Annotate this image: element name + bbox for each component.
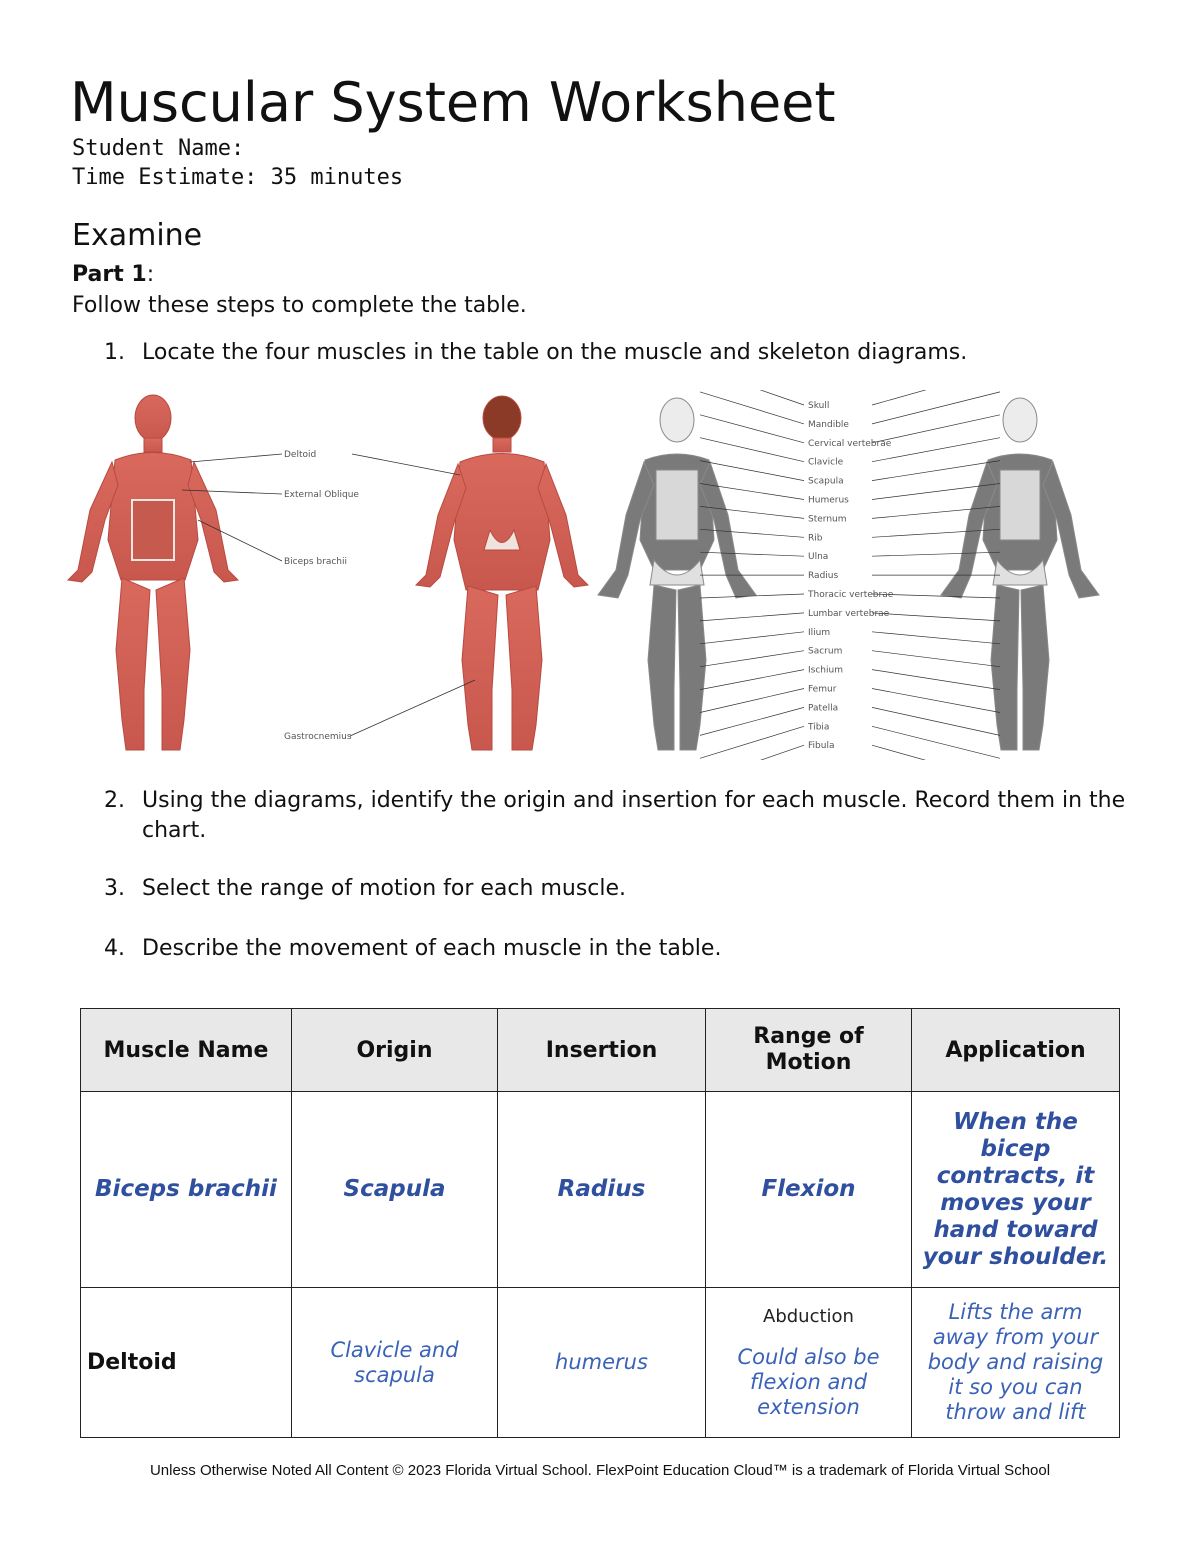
bone-label: Sacrum <box>808 646 843 657</box>
bone-leader-line <box>700 689 804 713</box>
step-text: Locate the four muscles in the table on the muscle and skeleton diagrams. <box>142 340 968 365</box>
bone-label: Patella <box>808 703 839 714</box>
cell-application[interactable]: When the bicep contracts, it moves your hand toward your shoulder. <box>912 1092 1120 1288</box>
table-header-row <box>81 1009 1120 1092</box>
cell-range[interactable]: Flexion <box>706 1092 912 1288</box>
bone-leader-line <box>700 390 804 405</box>
bone-label: Lumbar vertebrae <box>808 608 890 619</box>
muscle-label-deltoid: Deltoid <box>284 450 317 460</box>
header-range-of-motion: Range of Motion <box>706 1009 912 1092</box>
muscle-label-gastrocnemius: Gastrocnemius <box>284 732 352 742</box>
step-number: 3. <box>104 876 125 901</box>
step-2 <box>104 786 1134 846</box>
part-label: Part 1 <box>72 262 147 287</box>
bone-label: Ischium <box>808 665 843 676</box>
anatomy-diagram <box>60 390 1140 760</box>
bone-label: Sternum <box>808 514 847 525</box>
step-number: 2. <box>104 788 125 813</box>
cell-muscle-name[interactable]: Deltoid <box>81 1288 292 1438</box>
bone-label: Rib <box>808 533 823 544</box>
footer-copyright: Unless Otherwise Noted All Content © 2023 Florida Virtual School. FlexPoint Education Cloud™ is a trademark of Florida Virtual School <box>149 1462 1051 1479</box>
cell-insertion[interactable]: Radius <box>498 1092 706 1288</box>
bone-leader-line <box>872 529 1000 537</box>
bone-label: Thoracic vertebrae <box>808 590 894 600</box>
bone-label: Femur <box>808 684 837 695</box>
header-origin: Origin <box>292 1009 498 1092</box>
bone-label: Radius <box>808 571 839 582</box>
step-text: Select the range of motion for each muscle. <box>142 876 627 901</box>
front-muscle-figure <box>68 395 238 750</box>
bone-leader-line <box>872 552 1000 556</box>
table-row <box>81 1288 1120 1438</box>
muscle-label-biceps-brachii: Biceps brachii <box>284 557 348 567</box>
table-row <box>81 1092 1120 1288</box>
cell-muscle-name[interactable]: Biceps brachii <box>81 1092 292 1288</box>
range-note: Could also be flexion and extension <box>737 1344 880 1419</box>
bone-label: Fibula <box>808 741 835 752</box>
cell-insertion[interactable]: humerus <box>498 1288 706 1438</box>
step-number: 1. <box>104 340 125 365</box>
page-title: Muscular System Worksheet <box>70 71 836 134</box>
back-muscle-figure <box>416 396 588 750</box>
bone-leader-line <box>872 461 1000 481</box>
back-skeleton <box>941 398 1099 750</box>
step-text: Describe the movement of each muscle in the table. <box>142 936 722 961</box>
cell-origin[interactable]: Clavicle and scapula <box>292 1288 498 1438</box>
bone-leader-line <box>700 552 804 556</box>
bone-label: Scapula <box>808 476 844 487</box>
cell-application[interactable]: Lifts the arm away from your body and raising it so you can throw and lift <box>912 1288 1120 1438</box>
bone-leader-line <box>700 613 804 621</box>
bone-leader-line <box>700 632 804 644</box>
bone-label: Humerus <box>808 495 849 506</box>
bone-leader-line <box>700 529 804 537</box>
front-skeleton <box>598 398 756 750</box>
bone-label: Skull <box>808 401 830 411</box>
muscle-label-external-oblique: External Oblique <box>284 490 359 500</box>
header-muscle-name: Muscle Name <box>81 1009 292 1092</box>
bone-label: Mandible <box>808 419 849 430</box>
muscle-table <box>80 1008 1120 1438</box>
step-text: Using the diagrams, identify the origin and insertion for each muscle. Record them in the chart. <box>142 788 1126 843</box>
bone-leader-line <box>700 745 804 760</box>
bone-leader-line <box>872 390 1000 405</box>
time-estimate: Time Estimate: 35 minutes <box>72 165 404 190</box>
step-1 <box>104 338 1134 368</box>
bone-leader-line <box>872 689 1000 713</box>
bone-leader-line <box>872 670 1000 690</box>
bone-labels <box>700 390 1000 760</box>
bone-leader-line <box>872 632 1000 644</box>
bone-leader-line <box>872 745 1000 760</box>
bone-label: Clavicle <box>808 457 844 468</box>
section-heading: Examine <box>72 218 203 253</box>
bone-leader-line <box>700 670 804 690</box>
part-colon: : <box>146 262 155 287</box>
bone-label: Ulna <box>808 552 829 563</box>
student-name-label: Student Name: <box>72 136 245 161</box>
range-selected: Abduction <box>763 1305 854 1327</box>
bone-leader-line <box>700 651 804 667</box>
bone-leader-line <box>872 613 1000 621</box>
cell-range[interactable] <box>706 1288 912 1438</box>
header-insertion: Insertion <box>498 1009 706 1092</box>
bone-leader-line <box>872 651 1000 667</box>
header-application: Application <box>912 1009 1120 1092</box>
bone-label: Ilium <box>808 627 831 638</box>
intro-text: Follow these steps to complete the table. <box>72 293 527 318</box>
step-4 <box>104 934 1134 964</box>
bone-label: Cervical vertebrae <box>808 438 892 449</box>
cell-origin[interactable]: Scapula <box>292 1092 498 1288</box>
step-number: 4. <box>104 936 125 961</box>
part-heading <box>72 262 154 287</box>
bone-leader-line <box>700 438 804 462</box>
bone-label: Tibia <box>808 722 830 733</box>
step-3 <box>104 874 1134 904</box>
